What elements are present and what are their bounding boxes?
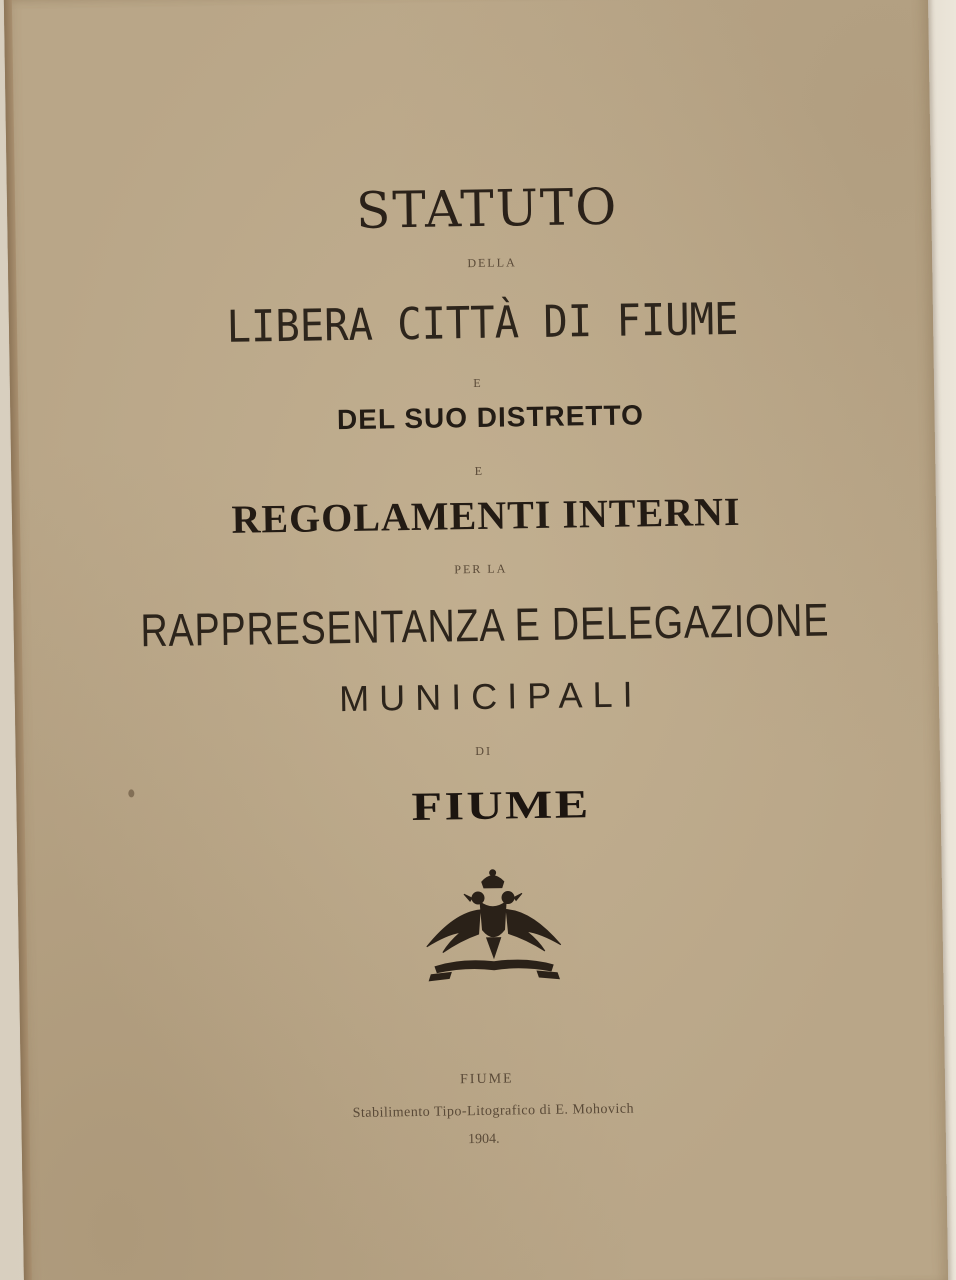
word-della: DELLA — [467, 255, 517, 271]
imprint-year: 1904. — [467, 1131, 500, 1148]
city-line: LIBERA CITTÀ DI FIUME — [226, 293, 739, 353]
municipal-line: MUNICIPALI — [338, 673, 643, 720]
double-headed-eagle-icon — [420, 867, 568, 985]
book-cover — [4, 0, 948, 1280]
cover-title: STATUTO — [355, 177, 619, 240]
conjunction-e-1: E — [473, 375, 483, 391]
regulations-line: REGOLAMENTI INTERNI — [231, 488, 741, 542]
conjunction-e-2: E — [474, 463, 485, 478]
district-line: DEL SUO DISTRETTO — [336, 399, 645, 436]
word-di: DI — [475, 743, 493, 759]
imprint-printer: Stabilimento Tipo-Litografico di E. Mohovich — [352, 1101, 635, 1121]
imprint-city: FIUME — [459, 1071, 514, 1088]
representation-line: RAPPRESENTANZA E DELEGAZIONE — [140, 593, 830, 657]
city-name: FIUME — [411, 781, 591, 830]
stain-mark — [128, 789, 134, 797]
word-per-la: PER LA — [454, 561, 508, 577]
